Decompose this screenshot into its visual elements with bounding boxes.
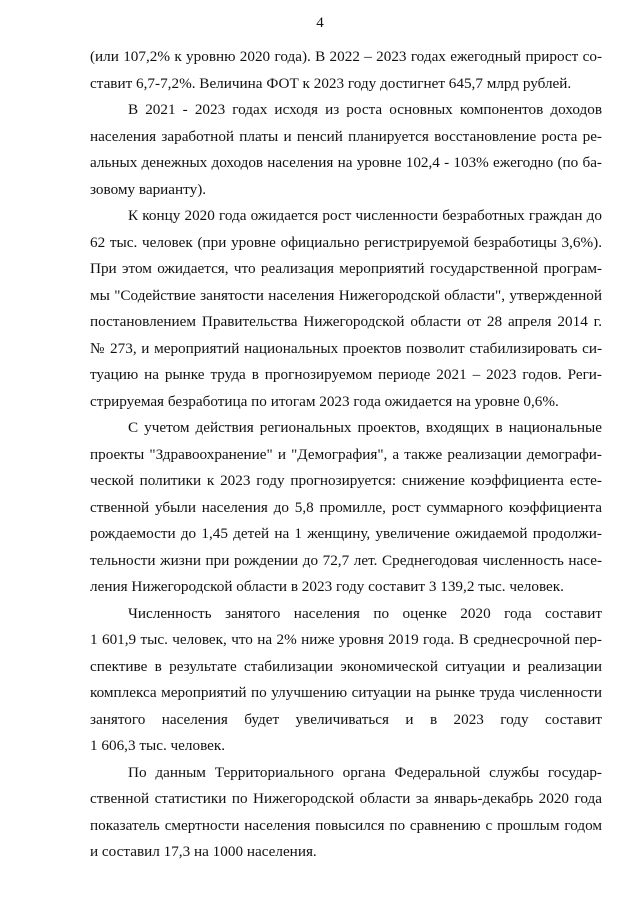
text-line: В 2021 - 2023 годах исходя из роста основных компонентов доходов — [128, 101, 602, 118]
text-line: (или 107,2% к уровню 2020 года). В 2022 – 2023 годах ежегодный прирост со- — [90, 48, 602, 65]
text-line: ственной статистики по Нижегородской области за январь-декабрь 2020 года — [90, 790, 602, 807]
text-line: ления Нижегородской области в 2023 году составит 3 139,2 тыс. человек. — [90, 578, 564, 595]
text-line: постановлением Правительства Нижегородской области от 28 апреля 2014 г. — [90, 313, 602, 330]
text-line: стрируемая безработица по итогам 2023 года ожидается на уровне 0,6%. — [90, 392, 559, 410]
text-line: К концу 2020 года ожидается рост численности безработных граждан до — [128, 207, 602, 224]
page-number: 4 — [316, 15, 324, 31]
text-line: туацию на рынке труда в прогнозируемом периоде 2021 – 2023 годов. Реги- — [90, 366, 602, 383]
text-line: тельности жизни при рождении до 72,7 лет. Среднегодовая численность насе- — [90, 551, 602, 569]
text-line: спективе в результате стабилизации экономической ситуации и реализации — [90, 657, 602, 675]
text-line: Численность занятого населения по оценке 2020 года составит — [128, 604, 602, 622]
text-line: населения заработной платы и пенсий планируется восстановление роста ре- — [90, 127, 602, 145]
text-line: При этом ожидается, что реализация мероприятий государственной програм- — [90, 260, 602, 277]
paragraph — [90, 601, 602, 760]
text-line: № 273, и мероприятий национальных проектов позволит стабилизировать си- — [90, 339, 602, 357]
text-line: 1 601,9 тыс. человек, что на 2% ниже уровня 2019 года. В среднесрочной пер- — [90, 631, 602, 648]
text-line: показатель смертности населения повысился по сравнению с прошлым годом — [90, 816, 602, 834]
text-line: 1 606,3 тыс. человек. — [90, 737, 226, 754]
text-line: зовому варианту). — [90, 180, 207, 198]
text-line: мы "Содействие занятости населения Нижегородской области", утвержденной — [90, 286, 602, 304]
text-line: альных денежных доходов населения на уровне 102,4 - 103% ежегодно (по ба- — [90, 154, 602, 171]
text-line: По данным Территориального органа Федеральной службы государ- — [128, 763, 602, 781]
text-line: комплекса мероприятий по улучшению ситуации на рынке труда численности — [90, 684, 602, 701]
text-line: и составил 17,3 на 1000 населения. — [90, 843, 317, 860]
text-line: ственной убыли населения до 5,8 промилле, рост суммарного коэффициента — [90, 498, 602, 516]
text-line: ческой политики к 2023 году прогнозируется: снижение коэффициента есте- — [90, 472, 602, 489]
paragraph — [90, 203, 602, 415]
text-line: 62 тыс. человек (при уровне официально регистрируемой безработицы 3,6%). — [90, 233, 602, 251]
paragraph — [90, 97, 602, 203]
document-body — [90, 44, 602, 866]
text-line: ставит 6,7-7,2%. Величина ФОТ к 2023 году достигнет 645,7 млрд рублей. — [90, 74, 572, 92]
text-line: С учетом действия региональных проектов, входящих в национальные — [128, 419, 602, 436]
text-line: занятого населения будет увеличиваться и в 2023 году составит — [90, 710, 602, 728]
paragraph — [90, 760, 602, 866]
paragraph — [90, 44, 602, 97]
paragraph — [90, 415, 602, 601]
text-line: проекты "Здравоохранение" и "Демография", а также реализации демографи- — [90, 445, 602, 463]
text-line: рождаемости до 1,45 детей на 1 женщину, увеличение ожидаемой продолжи- — [90, 525, 602, 542]
